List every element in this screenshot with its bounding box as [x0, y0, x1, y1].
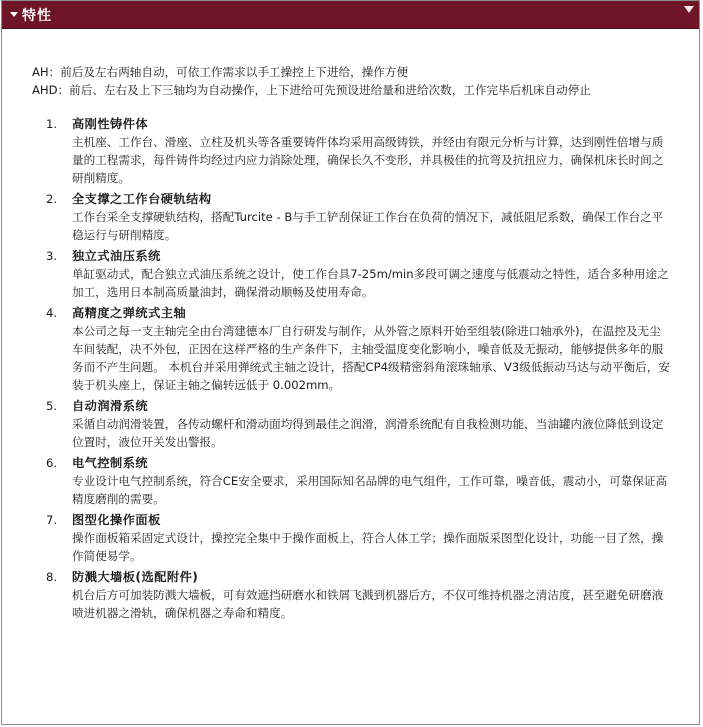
feature-item	[32, 115, 699, 187]
feature-title: 高精度之弹统式主轴	[72, 306, 187, 320]
feature-description: 专业设计电气控制系统，符合CE安全要求，采用国际知名品牌的电气组件，工作可靠，噪音低，震动小，可靠保证高精度磨削的需要。	[72, 474, 668, 506]
feature-number: 8.	[46, 570, 58, 584]
feature-description: 操作面板箱采固定式设计，操控完全集中于操作面板上，符合人体工学；操作面版采图型化设计，功能一目了然，操作简便易学。	[72, 531, 664, 563]
feature-number: 4.	[46, 306, 58, 320]
feature-item	[32, 247, 699, 301]
feature-item	[32, 511, 699, 565]
feature-number: 5.	[46, 399, 58, 413]
feature-description: 主机座、工作台、滑座、立柱及机头等各重要铸件体均采用高级铸铁，并经由有限元分析与计算，达到刚性倍增与质量的工程需求，每件铸件均经过内应力消除处理，确保长久不变形，并具极佳的抗弯及抗扭应力，确保机床长时间之研削精度。	[72, 135, 664, 185]
section-header[interactable]	[2, 1, 699, 29]
feature-list	[32, 115, 699, 622]
features-panel	[1, 0, 700, 725]
intro-ahd: AHD：前后、左右及上下三轴均为自动操作，上下进给可先预设进给量和进给次数，工作完毕后机床自动停止	[32, 83, 591, 97]
feature-item	[32, 568, 699, 622]
feature-description: 单缸驱动式，配合独立式油压系统之设计，使工作台具7-25m/min多段可调之速度与低震动之特性，适合多种用途之加工，选用日本制高质量油封，确保滑动顺畅及使用寿命。	[72, 267, 669, 299]
corner-arrow-icon	[684, 6, 694, 13]
model-intro	[32, 63, 672, 99]
feature-number: 3.	[46, 249, 58, 263]
feature-title: 高刚性铸件体	[72, 117, 149, 131]
feature-item	[32, 304, 699, 394]
feature-title: 图型化操作面板	[72, 513, 161, 527]
feature-description: 工作台采全支撑硬轨结构，搭配Turcite - B与手工铲刮保证工作台在负荷的情况下，减低阻尼系数，确保工作台之平稳运行与研削精度。	[72, 210, 664, 242]
intro-ah: AH：前后及左右两轴自动，可依工作需求以手工操控上下进给，操作方便	[32, 65, 409, 79]
feature-description: 采循自动润滑装置，各传动螺杆和滑动面均得到最佳之润滑，润滑系统配有自我检测功能，当油罐内液位降低到设定位置时，液位开关发出警报。	[72, 417, 664, 449]
feature-title: 全支撑之工作台硬轨结构	[72, 192, 212, 206]
feature-title: 防溅大墙板(选配附件)	[72, 570, 199, 584]
feature-number: 2.	[46, 192, 58, 206]
feature-number: 6.	[46, 456, 58, 470]
feature-item	[32, 190, 699, 244]
section-title: 特性	[22, 7, 52, 24]
feature-item	[32, 397, 699, 451]
feature-description: 机台后方可加装防溅大墙板，可有效遮挡研磨水和铁屑飞溅到机器后方，不仅可维持机器之清洁度，甚至避免研磨液喷进机器之滑轨，确保机器之寿命和精度。	[72, 588, 664, 620]
feature-number: 1.	[46, 117, 58, 131]
feature-title: 独立式油压系统	[72, 249, 161, 263]
feature-description: 本公司之每一支主轴完全由台湾建德本厂自行研发与制作，从外管之原料开始至组装(除进口轴承外)，在温控及无尘车间装配，决不外包，正因在这样严格的生产条件下，主轴受温度变化影响小，噪音低及无振动，能够提供多年的服务而不产生问题。 本机台并采用弹统式主轴之设计，搭配CP4级精密斜角滚珠轴承、V3级低振动马达与动平衡后，安装于机头座上，保证主轴之偏转远低于 0.002mm。	[72, 324, 670, 392]
feature-item	[32, 454, 699, 508]
feature-title: 自动润滑系统	[72, 399, 149, 413]
feature-title: 电气控制系统	[72, 456, 149, 470]
feature-number: 7.	[46, 513, 58, 527]
section-content	[2, 29, 699, 622]
collapse-arrow-icon[interactable]	[10, 12, 18, 17]
